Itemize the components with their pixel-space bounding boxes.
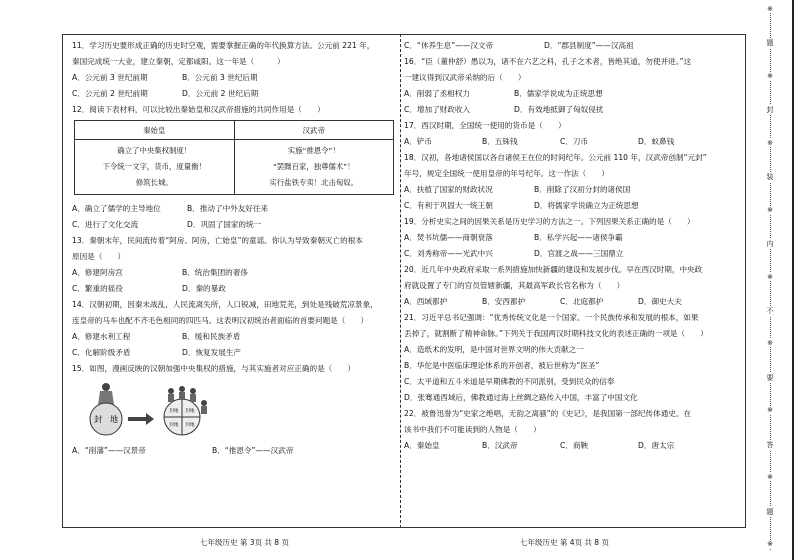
option-d: D．蚁鼻钱 [638,137,675,146]
option-d: D．秦的暴政 [182,284,226,293]
seal-char: 题 [762,507,778,517]
piece-label: 封地 [185,409,195,414]
piece-label: 封地 [169,423,179,428]
question-text: 15．如图，漫画反映的汉朝加强中央集权的措施，与其实施者对应正确的是（ ） [72,364,356,373]
seal-mark: ※ [762,273,778,281]
option-b: B．私学兴起——诸侯争霸 [534,233,623,242]
option-d: D．张骞通西域后，佛教通过海上丝绸之路传入中国，丰富了中国文化 [404,393,638,402]
option-d: D．将儒家学说确立为正统思想 [534,201,639,210]
option-b: B．华佗是中医临床理论体系的开创者，被后世称为“医圣” [404,361,600,370]
question-text: 16．“臣（董仲舒）愚以为，诸不在六艺之科，孔子之术者，皆绝其道，勿使并进。”这 [404,57,692,66]
left-column [72,40,394,461]
question-12 [72,104,394,230]
question-21 [404,312,736,403]
option-a: A．修建水利工程 [72,332,131,341]
option-b: B．安西都护 [482,297,526,306]
question-11 [72,40,394,99]
question-13 [72,235,394,294]
question-15 [72,363,394,456]
question-20 [404,264,736,307]
question-text: 12．阅读下表材料，可以比较出秦始皇和汉武帝措施的共同作用是（ ） [72,105,325,114]
seal-mark: ※ [762,339,778,347]
column-divider [400,34,401,528]
question-text: 府就设置了专门的官员管辖新疆，其最高军政长官名称为（ ） [404,281,625,290]
table-cell: 实施“推恩令”！ [287,146,340,155]
option-d: D．恢复发展生产 [182,348,242,357]
person-head [102,383,110,391]
comparison-table [74,120,394,195]
option-b: B．公元前 3 世纪后期 [182,73,258,82]
seal-char: 封 [762,105,778,115]
option-c: C．太平道和五斗米道是早期佛教的不同派别，受到民众的信奉 [404,377,615,386]
cartoon-illustration [76,379,394,437]
option-b: B．五铢钱 [482,137,518,146]
option-c: C．增加了财政收入 [404,105,471,114]
table-cell: 确立了中央集权制度！ [117,146,192,155]
option-b: B．缓和民族矛盾 [182,332,241,341]
option-a: A．秦始皇 [404,441,440,450]
cartoon-svg [76,379,256,437]
option-d: D．公元前 2 世纪后期 [182,89,259,98]
ball-label: 封 地 [94,415,118,424]
question-text: 该书中我们不可能读到的人物是（ ） [404,425,541,434]
option-b: B．儒家学说成为正统思想 [514,89,603,98]
piece-label: 封地 [169,409,179,414]
seal-mark: ※ [762,540,778,548]
option-d: D．有效地抵御了匈奴侵扰 [514,105,604,114]
option-a: A．扶植了国家的财政状况 [404,185,493,194]
option-a: A．铲币 [404,137,432,146]
question-text: 19．分析史实之间的因果关系是历史学习的方法之一。下列因果关系正确的是（ ） [404,217,695,226]
option-c: C．刀币 [560,137,589,146]
question-text: 14．汉朝初期，因秦末战乱，人民流离失所，人口锐减，田地荒芜，到处是残破荒凉景象， [72,300,378,309]
question-text: 21．习近平总书记强调：“优秀传统文化是一个国家、一个民族传承和发展的根本，如果 [404,313,699,322]
question-15-continued [404,40,736,51]
question-text: 17．西汉时期，全国统一使用的货币是（ ） [404,121,566,130]
question-text: 连皇帝的马车也配不齐毛色相同的四匹马。这表明汉初统治者面临的首要问题是（ ） [72,316,369,325]
option-a: A．确立了儒学的主导地位 [72,204,161,213]
right-column [404,40,736,456]
question-16 [404,56,736,115]
question-text: 20．近几年中央政府采取一系列措施加快新疆的建设和发展步伐。早在西汉时期，中央政 [404,265,703,274]
seal-mark: ※ [762,5,778,13]
seal-char: 装 [762,172,778,182]
option-c: C．公元前 2 世纪前期 [72,89,148,98]
option-a: A．焚书坑儒——商朝衰落 [404,233,493,242]
option-c: C．化解阶级矛盾 [72,348,131,357]
seal-mark: ※ [762,72,778,80]
table-cell: 修筑长城。 [135,178,173,187]
option-a: A．西域都护 [404,297,448,306]
option-d: D．御史大夫 [638,297,682,306]
table-header: 汉武帝 [234,121,394,140]
question-text: 22．被鲁迅誉为“史家之绝唱，无韵之离骚”的《史记》，是我国第一部纪传体通史。在 [404,409,692,418]
question-text: 丢掉了，就割断了精神命脉。”下列关于我国两汉时期科技文化的表述正确的一项是（ ） [404,329,708,338]
option-c: C．商鞅 [560,441,589,450]
option-c: C．有利于巩固大一统王朝 [404,201,493,210]
question-14 [72,299,394,358]
option-d: D．唐太宗 [638,441,675,450]
option-b: B．削除了汉初分封的诸侯国 [534,185,631,194]
question-text: 年号，规定全国统一使用皇帝的年号纪年。这一作法（ ） [404,169,610,178]
seal-char: 答 [762,440,778,450]
option-c: C．进行了文化交流 [72,220,139,229]
option-a: A．公元前 3 世纪前期 [72,73,148,82]
piece-label: 封地 [185,423,195,428]
option-d: D．巩固了国家的统一 [187,220,262,229]
option-a: A．修建阿房宫 [72,268,123,277]
option-a: A．“削藩”——汉景帝 [72,446,146,455]
option-c: C．刘秀称帝——光武中兴 [404,249,493,258]
seal-char: 不 [762,306,778,316]
seal-mark: ※ [762,139,778,147]
table-header: 秦始皇 [75,121,235,140]
question-text: 13．秦朝末年，民间流传着“阿房、阿房，亡始皇”的童谣。你认为导致秦朝灭亡的根本 [72,236,363,245]
option-d: D．“郡县制度”——汉高祖 [544,41,634,50]
option-c: C．北庭都护 [560,297,604,306]
question-text: 18．汉初，各地诸侯国以各自诸侯王在位的时间纪年。公元前 110 年，汉武帝创制“元封” [404,153,707,162]
seal-mark: ※ [762,473,778,481]
seal-char: 内 [762,239,778,249]
question-17 [404,120,736,147]
seal-char: 要 [762,373,778,383]
option-b: B．推动了中外友好往来 [187,204,269,213]
question-22 [404,408,736,451]
table-cell: 下令统一文字，货币，度量衡！ [102,162,206,171]
option-c: C．“休养生息”——汉文帝 [404,41,494,50]
option-b: B．“推恩令”——汉武帝 [212,446,294,455]
question-text: 一建议得到汉武帝采纳的后（ ） [404,73,526,82]
question-text: 秦国完成统一大业，建立秦朝，定都咸阳。这一年是（ ） [72,57,285,66]
seal-mark: ※ [762,206,778,214]
seal-char: 题 [762,38,778,48]
question-text: 11．学习历史要形成正确的历史时空观，需要掌握正确的年代换算方法。公元前 221 年， [72,41,375,50]
table-cell: “罢黜百家，独尊儒术”！ [272,162,355,171]
table-cell: 实行盐铁专卖！北击匈奴。 [269,178,359,187]
seal-mark: ※ [762,406,778,414]
option-b: B．汉武帝 [482,441,518,450]
question-text: 原因是（ ） [72,252,126,261]
option-c: C．繁重的徭役 [72,284,123,293]
question-19 [404,216,736,259]
page-footer-left: 七年级历史 第 3页 共 8 页 [200,538,289,547]
option-d: D．官渡之战——三国鼎立 [534,249,624,258]
page-footer-right: 七年级历史 第 4页 共 8 页 [520,538,609,547]
option-a: A．造纸术的发明，是中国对世界文明的伟大贡献之一 [404,345,584,354]
question-18 [404,152,736,211]
arrow-icon [128,413,154,425]
option-a: A．削弱了丞相权力 [404,89,470,98]
option-b: B．统治集团的奢侈 [182,268,248,277]
